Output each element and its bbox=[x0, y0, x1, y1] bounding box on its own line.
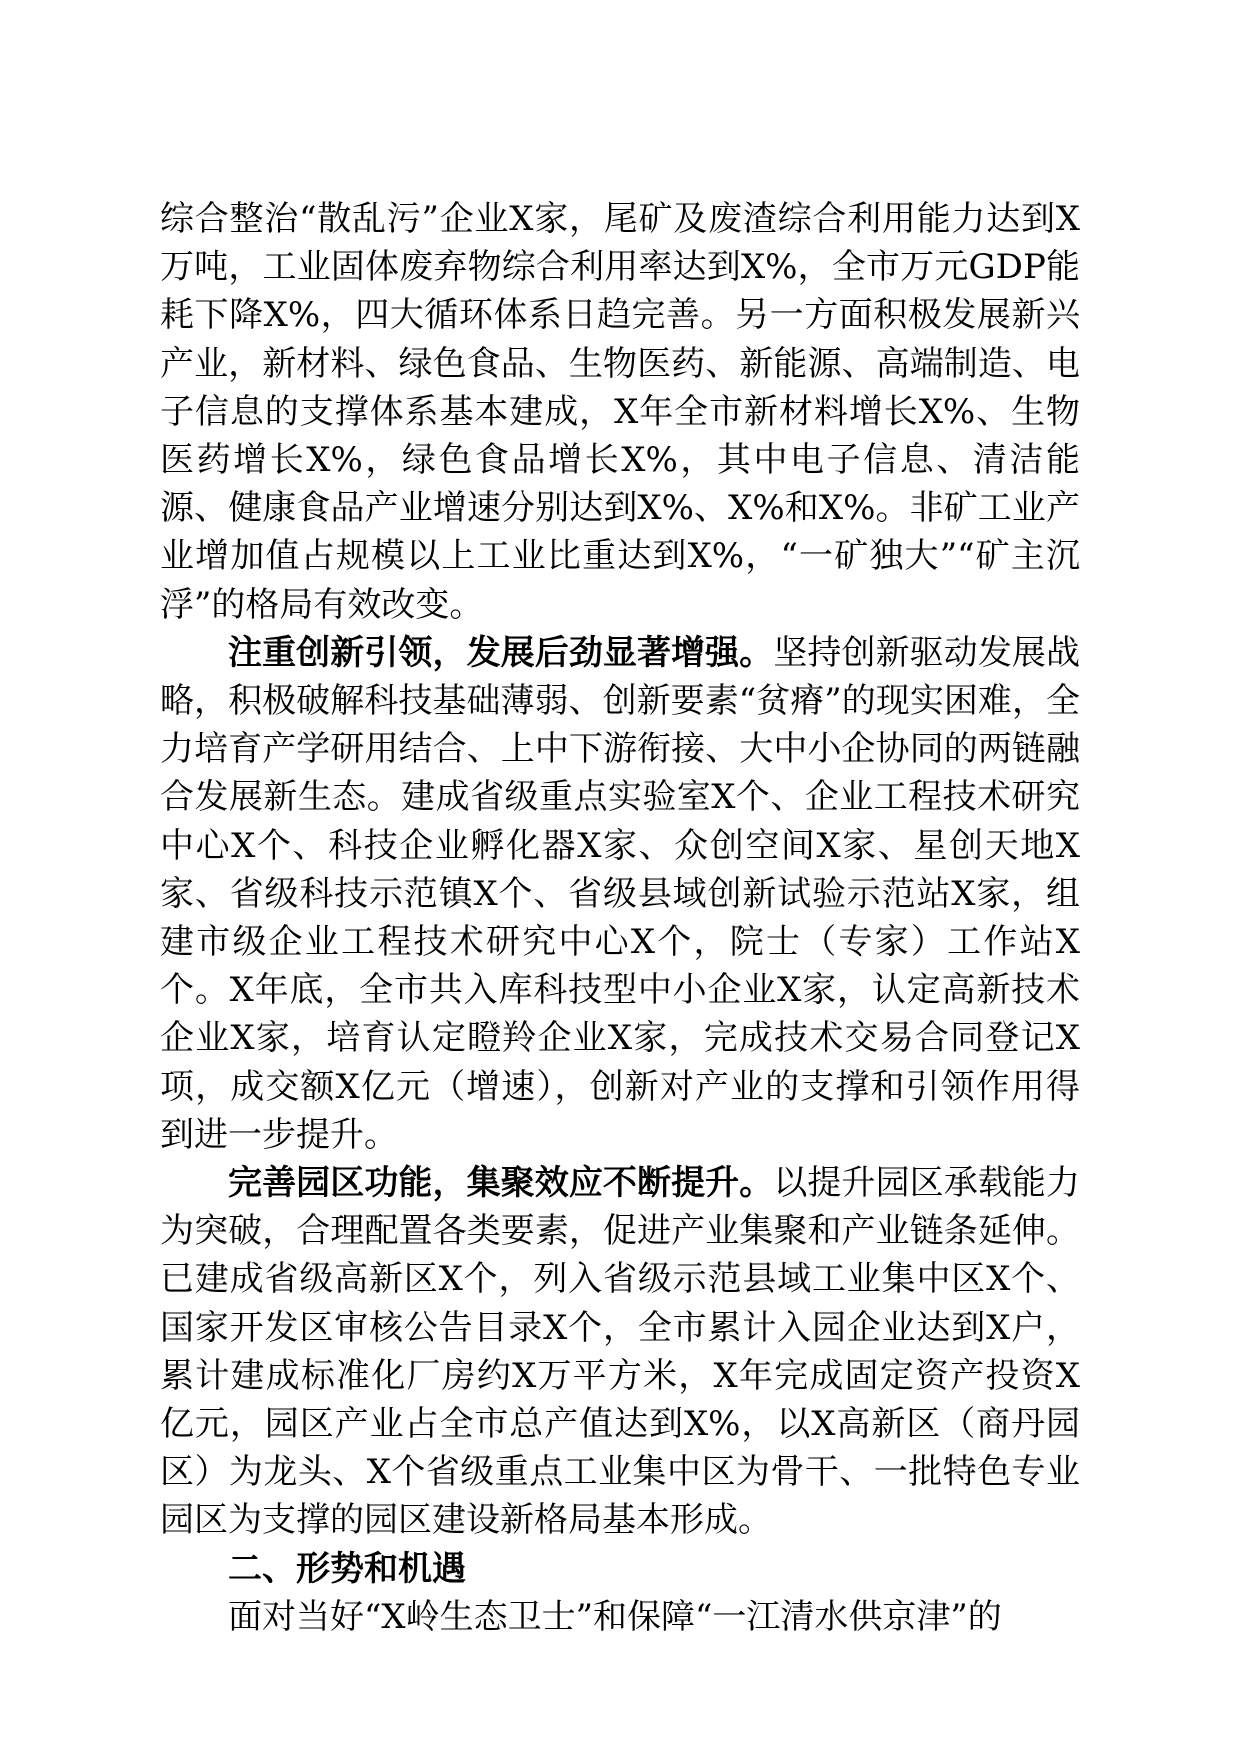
paragraph-lead-sentence: 注重创新引领，发展后劲显著增强。 bbox=[228, 632, 774, 673]
paragraph-situation bbox=[160, 1593, 1080, 1641]
paragraph-text: 以提升园区承载能力为突破，合理配置各类要素，促进产业集聚和产业链条延伸。已建成省级高新区X个，列入省级示范县域工业集中区X个、国家开发区审核公告目录X个，全市累计入园企业达到X户，累计建成标准化厂房约X万平方米，X年完成固定资产投资X亿元，园区产业占全市总产值达到X%，以X高新区（商丹园区）为龙头、X个省级重点工业集中区为骨干、一批特色专业园区为支撑的园区建设新格局基本形成。 bbox=[160, 1163, 1081, 1541]
paragraph-text: 坚持创新驱动发展战略，积极破解科技基础薄弱、创新要素“贫瘠”的现实困难，全力培育产学研用结合、上中下游衔接、大中小企协同的两链融合发展新生态。建成省级重点实验室X个、企业工程技术研究中心X个、科技企业孵化器X家、众创空间X家、星创天地X家、省级科技示范镇X个、省级县域创新试验示范站X家，组建市级企业工程技术研究中心X个，院士（专家）工作站X个。X年底，全市共入库科技型中小企业X家，认定高新技术企业X家，培育认定瞪羚企业X家，完成技术交易合同登记X项，成交额X亿元（增速），创新对产业的支撑和引领作用得到进一步提升。 bbox=[160, 632, 1081, 1155]
paragraph-lead-sentence: 完善园区功能，集聚效应不断提升。 bbox=[228, 1163, 774, 1204]
section-heading: 二、形势和机遇 bbox=[228, 1548, 466, 1589]
paragraph-industry-transformation bbox=[160, 195, 1080, 629]
paragraph-text: 综合整治“散乱污”企业X家，尾矿及废渣综合利用能力达到X万吨，工业固体废弃物综合利用率达到X%，全市万元GDP能耗下降X%，四大循环体系日趋完善。另一方面积极发展新兴产业，新材料、绿色食品、生物医药、新能源、高端制造、电子信息的支撑体系基本建成，X年全市新材料增长X%、生物医药增长X%，绿色食品增长X%，其中电子信息、清洁能源、健康食品产业增速分别达到X%、X%和X%。非矿工业产业增加值占规模以上工业比重达到X%，“一矿独大”“矿主沉浮”的格局有效改变。 bbox=[160, 199, 1080, 625]
paragraph-industrial-parks bbox=[160, 1159, 1080, 1545]
paragraph-text: 面对当好“X岭生态卫士”和保障“一江清水供京津”的 bbox=[228, 1596, 1002, 1637]
document-page bbox=[160, 195, 1080, 1641]
paragraph-innovation bbox=[160, 629, 1080, 1159]
